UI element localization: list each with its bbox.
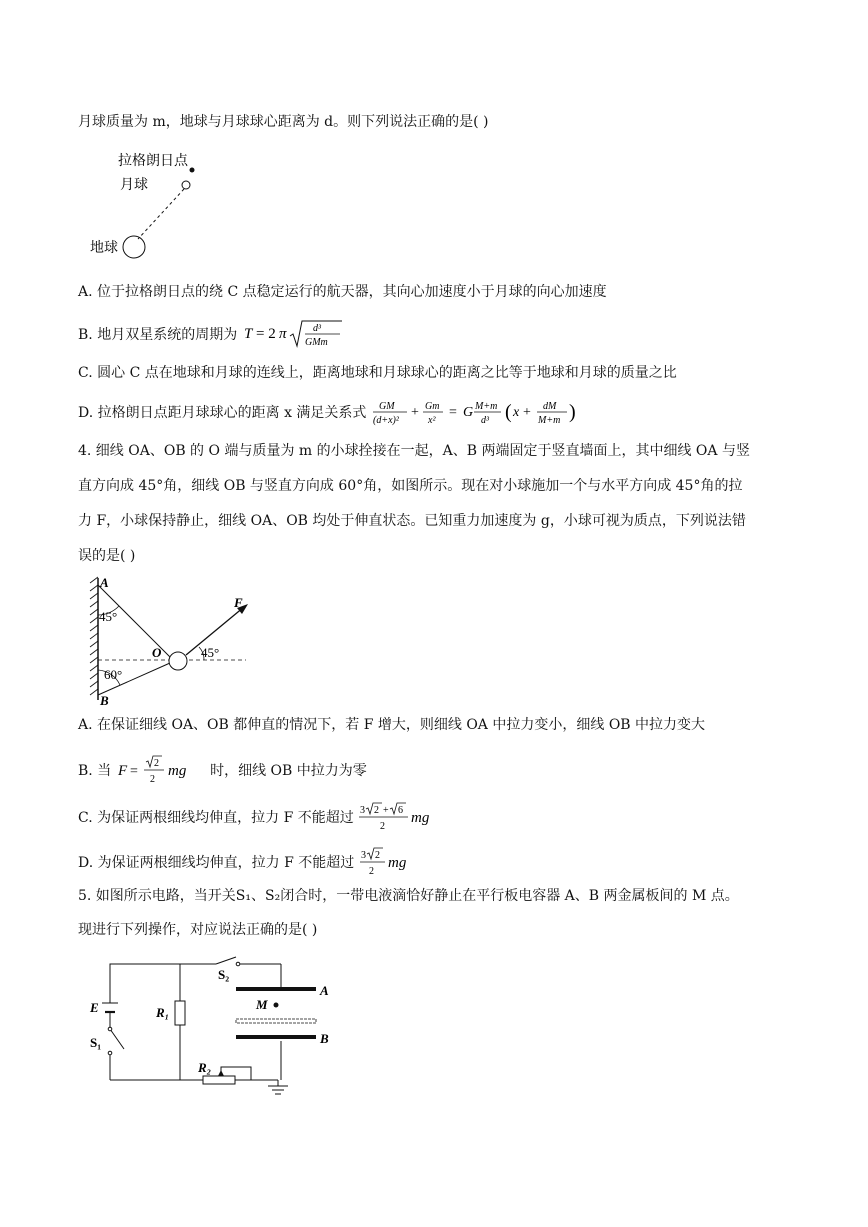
earth-circle [123,236,145,258]
moon-label: 月球 [120,177,148,193]
svg-text:GMm: GMm [304,337,328,348]
svg-text:+: + [383,805,389,816]
droplet-m [274,1003,279,1008]
svg-text:2: 2 [153,758,159,769]
svg-text:G: G [462,405,473,420]
label-e: E [90,1000,99,1015]
label-b: B [320,1031,329,1046]
label-s1: S₁ [90,1035,102,1050]
q4-option-d-formula [359,847,419,879]
svg-text:=: = [129,764,138,779]
svg-text:=: = [448,405,457,420]
q4-stem-line2: 直方向成 45°角，细线 OB 与竖直方向成 60°角，如图所示。现在对小球施加一个与水平方向成 45°角的拉 [78,478,743,494]
label-a: A [320,983,329,998]
label-s2: S₂ [218,967,230,982]
svg-text:mg: mg [411,810,430,826]
q4-option-c [78,802,438,834]
q3-option-b-formula [242,320,382,350]
svg-text:6: 6 [398,805,404,816]
svg-text:M+m: M+m [474,401,498,412]
svg-text:mg: mg [167,763,186,779]
q4-stem-line4: 误的是( ) [78,548,136,564]
capacitor-dashed-plate [236,1019,316,1023]
label-a: A [100,575,109,590]
r2-slider-arrow [218,1070,224,1076]
svg-text:d³: d³ [312,323,321,334]
svg-text:= 2: = 2 [255,326,276,342]
q3-option-a: A. 位于拉格朗日点的绕 C 点稳定运行的航天器，其向心加速度小于月球的向心加速度 [78,284,607,300]
q5-circuit-figure [86,955,346,1100]
svg-text:dM: dM [542,401,557,412]
label-angle-b: 60° [104,667,123,682]
q5-stem-line2: 现进行下列操作，对应说法正确的是( ) [78,922,318,938]
q4-option-d [78,847,419,879]
ground-symbol [268,1086,288,1094]
resistor-r2 [203,1076,235,1084]
svg-text:M+m: M+m [537,415,561,426]
ball [169,652,187,670]
q4-force-figure [86,575,256,710]
label-m: M [256,997,268,1012]
capacitor-plate-a [236,987,316,991]
svg-text:2: 2 [374,805,380,816]
q4-option-c-formula [358,802,438,834]
q4-option-a: A. 在保证细线 OA、OB 都伸直的情况下，若 F 增大，则细线 OA 中拉力变小，细线 OB 中拉力变大 [78,717,706,733]
s1-contact-2 [108,1051,112,1055]
label-o: O [152,645,162,660]
s1-contact [108,1027,112,1031]
resistor-r1 [175,1001,185,1025]
svg-text:): ) [568,401,576,423]
q3-option-d-text: D. 拉格朗日点距月球球心的距离 x 满足关系式 [78,405,367,421]
q3-option-b [78,320,382,350]
label-r1: R₁ [156,1005,170,1020]
svg-text:mg: mg [387,855,407,871]
svg-text:+: + [410,405,419,420]
lagrange-point-dot [190,168,195,173]
label-angle-f: 45° [201,645,220,660]
svg-text:3: 3 [360,805,366,816]
svg-text:d³: d³ [480,415,489,426]
label-angle-a: 45° [99,609,118,624]
svg-text:π: π [278,326,287,342]
q3-option-c: C. 圆心 C 点在地球和月球的连线上，距离地球和月球球心的距离之比等于地球和月球的质量之比 [78,365,677,381]
svg-text:F: F [117,763,127,779]
label-r2: R₂ [198,1060,212,1075]
q4-option-d-pre: D. 为保证两根细线均伸直，拉力 F 不能超过 [78,855,355,871]
svg-text:2: 2 [368,866,374,877]
svg-text:x: x [512,405,520,420]
q4-option-c-pre: C. 为保证两根细线均伸直，拉力 F 不能超过 [78,810,354,826]
wall-hatching [90,577,98,695]
q5-stem-line1: 5. 如图所示电路，当开关S₁、S₂闭合时，一带电液滴恰好静止在平行板电容器 A、B 两金属板间的 M 点。 [78,888,739,904]
q4-option-b-formula [116,755,206,787]
svg-text:3: 3 [360,850,366,861]
q4-stem-line3: 力 F，小球保持静止，细线 OA、OB 均处于伸直状态。已知重力加速度为 g，小球可视为质点，下列说法错 [78,513,746,529]
earth-label: 地球 [90,240,118,256]
svg-text:(d+x)²: (d+x)² [372,415,399,426]
svg-text:T: T [243,326,252,342]
lagrange-point-label: 拉格朗日点 [118,153,188,169]
q3-intro: 月球质量为 m，地球与月球球心距离为 d。则下列说法正确的是( ) [78,114,489,130]
q3-earth-moon-figure [84,145,214,265]
svg-text:+: + [522,405,531,420]
q4-stem-line1: 4. 细线 OA、OB 的 O 端与质量为 m 的小球拴接在一起，A、B 两端固定于竖直墙面上，其中细线 OA 与竖 [78,443,750,459]
label-b: B [100,693,109,708]
moon-circle [182,181,190,189]
q3-option-d [78,398,601,428]
capacitor-plate-b [236,1035,316,1039]
earth-moon-dashed-line [138,189,184,239]
label-f: F [234,595,243,610]
q3-option-d-formula [371,398,601,428]
svg-text:2: 2 [380,821,386,832]
svg-text:GM: GM [378,401,395,412]
q4-option-b-pre: B. 当 [78,763,112,779]
svg-text:Gm: Gm [424,401,440,412]
svg-text:2: 2 [149,774,155,785]
svg-text:2: 2 [374,850,380,861]
q4-option-b-post: 时，细线 OB 中拉力为零 [210,763,367,779]
svg-text:(: ( [504,401,512,423]
s2-contact [236,962,240,966]
q4-option-b [78,755,367,787]
q3-option-b-text: B. 地月双星系统的周期为 [78,327,238,343]
svg-text:x²: x² [427,415,436,426]
